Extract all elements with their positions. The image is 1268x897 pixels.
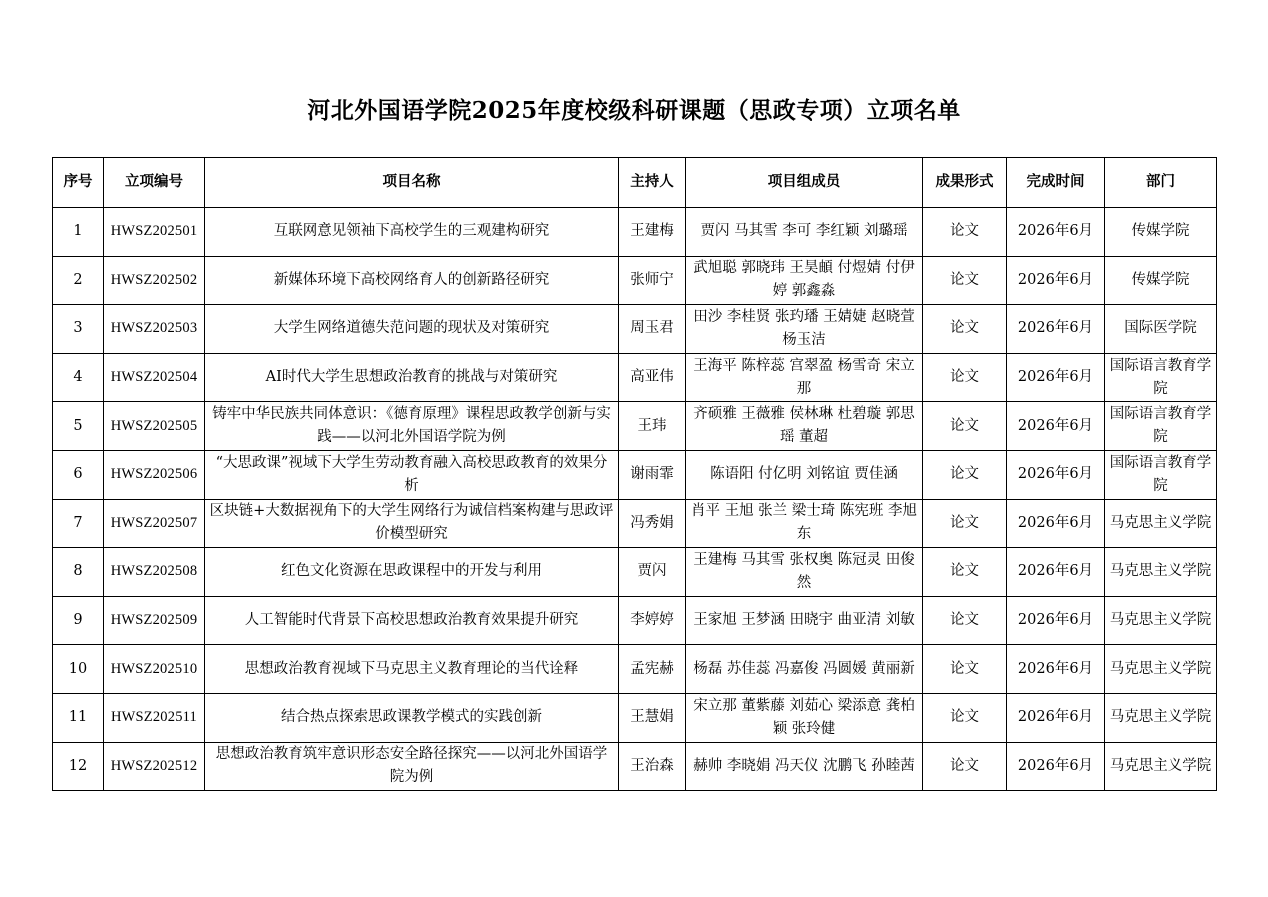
cell-project: 人工智能时代背景下高校思想政治教育效果提升研究 [205,596,619,645]
cell-host: 高亚伟 [619,353,686,402]
header-index: 序号 [53,158,104,208]
cell-dept: 国际语言教育学院 [1105,402,1217,451]
cell-members: 王家旭 王梦涵 田晓宇 曲亚清 刘敏 [686,596,923,645]
cell-dept: 传媒学院 [1105,256,1217,305]
table-row [53,256,1217,305]
cell-index: 9 [53,596,104,645]
cell-project: 思想政治教育视域下马克思主义教育理论的当代诠释 [205,645,619,694]
cell-index: 11 [53,693,104,742]
cell-dept: 国际医学院 [1105,305,1217,354]
cell-index: 10 [53,645,104,694]
cell-host: 贾闪 [619,548,686,597]
cell-host: 孟宪赫 [619,645,686,694]
table-row [53,693,1217,742]
cell-members: 宋立那 董紫藤 刘茹心 梁添意 龚柏颖 张玲健 [686,693,923,742]
cell-members: 武旭聪 郭晓玮 王昊頔 付煜婧 付伊婷 郭鑫淼 [686,256,923,305]
cell-output: 论文 [923,450,1007,499]
cell-output: 论文 [923,548,1007,597]
cell-members: 王建梅 马其雪 张权奥 陈冠灵 田俊然 [686,548,923,597]
cell-dept: 马克思主义学院 [1105,645,1217,694]
cell-output: 论文 [923,353,1007,402]
cell-code: HWSZ202512 [104,742,205,791]
cell-members: 杨磊 苏佳蕊 冯嘉俊 冯圆媛 黄丽新 [686,645,923,694]
cell-project: 红色文化资源在思政课程中的开发与利用 [205,548,619,597]
cell-code: HWSZ202508 [104,548,205,597]
cell-dept: 马克思主义学院 [1105,596,1217,645]
cell-deadline: 2026年6月 [1007,402,1105,451]
cell-project: 区块链+大数据视角下的大学生网络行为诚信档案构建与思政评价模型研究 [205,499,619,548]
cell-code: HWSZ202510 [104,645,205,694]
cell-members: 田沙 李桂贤 张玓璠 王婧婕 赵晓萱 杨玉洁 [686,305,923,354]
cell-output: 论文 [923,499,1007,548]
cell-project: 新媒体环境下高校网络育人的创新路径研究 [205,256,619,305]
cell-deadline: 2026年6月 [1007,742,1105,791]
cell-deadline: 2026年6月 [1007,450,1105,499]
cell-output: 论文 [923,742,1007,791]
cell-host: 冯秀娟 [619,499,686,548]
header-deadline: 完成时间 [1007,158,1105,208]
cell-deadline: 2026年6月 [1007,596,1105,645]
cell-project: “大思政课”视域下大学生劳动教育融入高校思政教育的效果分析 [205,450,619,499]
cell-project: 铸牢中华民族共同体意识：《德育原理》课程思政教学创新与实践——以河北外国语学院为例 [205,402,619,451]
cell-deadline: 2026年6月 [1007,256,1105,305]
cell-code: HWSZ202505 [104,402,205,451]
cell-host: 王玮 [619,402,686,451]
cell-deadline: 2026年6月 [1007,693,1105,742]
cell-code: HWSZ202509 [104,596,205,645]
cell-project: AI时代大学生思想政治教育的挑战与对策研究 [205,353,619,402]
cell-dept: 传媒学院 [1105,208,1217,257]
cell-output: 论文 [923,596,1007,645]
cell-output: 论文 [923,256,1007,305]
cell-dept: 国际语言教育学院 [1105,353,1217,402]
cell-deadline: 2026年6月 [1007,208,1105,257]
project-list-table [52,157,1217,791]
cell-dept: 马克思主义学院 [1105,499,1217,548]
table-row [53,402,1217,451]
page-title: 河北外国语学院2025年度校级科研课题（思政专项）立项名单 [307,97,961,124]
cell-deadline: 2026年6月 [1007,548,1105,597]
cell-host: 王建梅 [619,208,686,257]
table-row [53,499,1217,548]
cell-index: 6 [53,450,104,499]
cell-code: HWSZ202501 [104,208,205,257]
cell-output: 论文 [923,645,1007,694]
cell-code: HWSZ202504 [104,353,205,402]
cell-index: 12 [53,742,104,791]
cell-deadline: 2026年6月 [1007,305,1105,354]
cell-members: 陈语阳 付亿明 刘铭谊 贾佳涵 [686,450,923,499]
cell-output: 论文 [923,208,1007,257]
cell-code: HWSZ202502 [104,256,205,305]
cell-index: 2 [53,256,104,305]
table-row [53,596,1217,645]
cell-project: 思想政治教育筑牢意识形态安全路径探究——以河北外国语学院为例 [205,742,619,791]
cell-code: HWSZ202507 [104,499,205,548]
cell-members: 贾闪 马其雪 李可 李红颖 刘璐瑶 [686,208,923,257]
cell-index: 4 [53,353,104,402]
header-host: 主持人 [619,158,686,208]
cell-code: HWSZ202511 [104,693,205,742]
header-dept: 部门 [1105,158,1217,208]
header-output: 成果形式 [923,158,1007,208]
cell-index: 1 [53,208,104,257]
table-row [53,742,1217,791]
cell-index: 8 [53,548,104,597]
cell-dept: 马克思主义学院 [1105,548,1217,597]
table-row [53,353,1217,402]
cell-deadline: 2026年6月 [1007,645,1105,694]
cell-members: 王海平 陈梓蕊 宫翠盈 杨雪奇 宋立那 [686,353,923,402]
cell-index: 7 [53,499,104,548]
cell-deadline: 2026年6月 [1007,499,1105,548]
cell-host: 谢雨霏 [619,450,686,499]
cell-project: 结合热点探索思政课教学模式的实践创新 [205,693,619,742]
header-members: 项目组成员 [686,158,923,208]
cell-host: 李婷婷 [619,596,686,645]
cell-output: 论文 [923,305,1007,354]
cell-host: 王治森 [619,742,686,791]
header-project: 项目名称 [205,158,619,208]
cell-project: 大学生网络道德失范问题的现状及对策研究 [205,305,619,354]
table-header-row [53,158,1217,208]
cell-members: 肖平 王旭 张兰 梁士琦 陈宪班 李旭东 [686,499,923,548]
cell-output: 论文 [923,402,1007,451]
table-row [53,305,1217,354]
cell-project: 互联网意见领袖下高校学生的三观建构研究 [205,208,619,257]
table-row [53,548,1217,597]
cell-index: 3 [53,305,104,354]
cell-output: 论文 [923,693,1007,742]
cell-dept: 马克思主义学院 [1105,693,1217,742]
cell-host: 周玉君 [619,305,686,354]
table-row [53,450,1217,499]
table-row [53,645,1217,694]
cell-dept: 马克思主义学院 [1105,742,1217,791]
cell-code: HWSZ202503 [104,305,205,354]
cell-index: 5 [53,402,104,451]
cell-host: 张师宁 [619,256,686,305]
cell-members: 齐硕雅 王薇雅 侯林琳 杜碧璇 郭思瑶 董超 [686,402,923,451]
cell-host: 王慧娟 [619,693,686,742]
cell-code: HWSZ202506 [104,450,205,499]
table-row [53,208,1217,257]
cell-deadline: 2026年6月 [1007,353,1105,402]
header-code: 立项编号 [104,158,205,208]
cell-dept: 国际语言教育学院 [1105,450,1217,499]
cell-members: 赫帅 李晓娟 冯天仪 沈鹏飞 孙睦茜 [686,742,923,791]
